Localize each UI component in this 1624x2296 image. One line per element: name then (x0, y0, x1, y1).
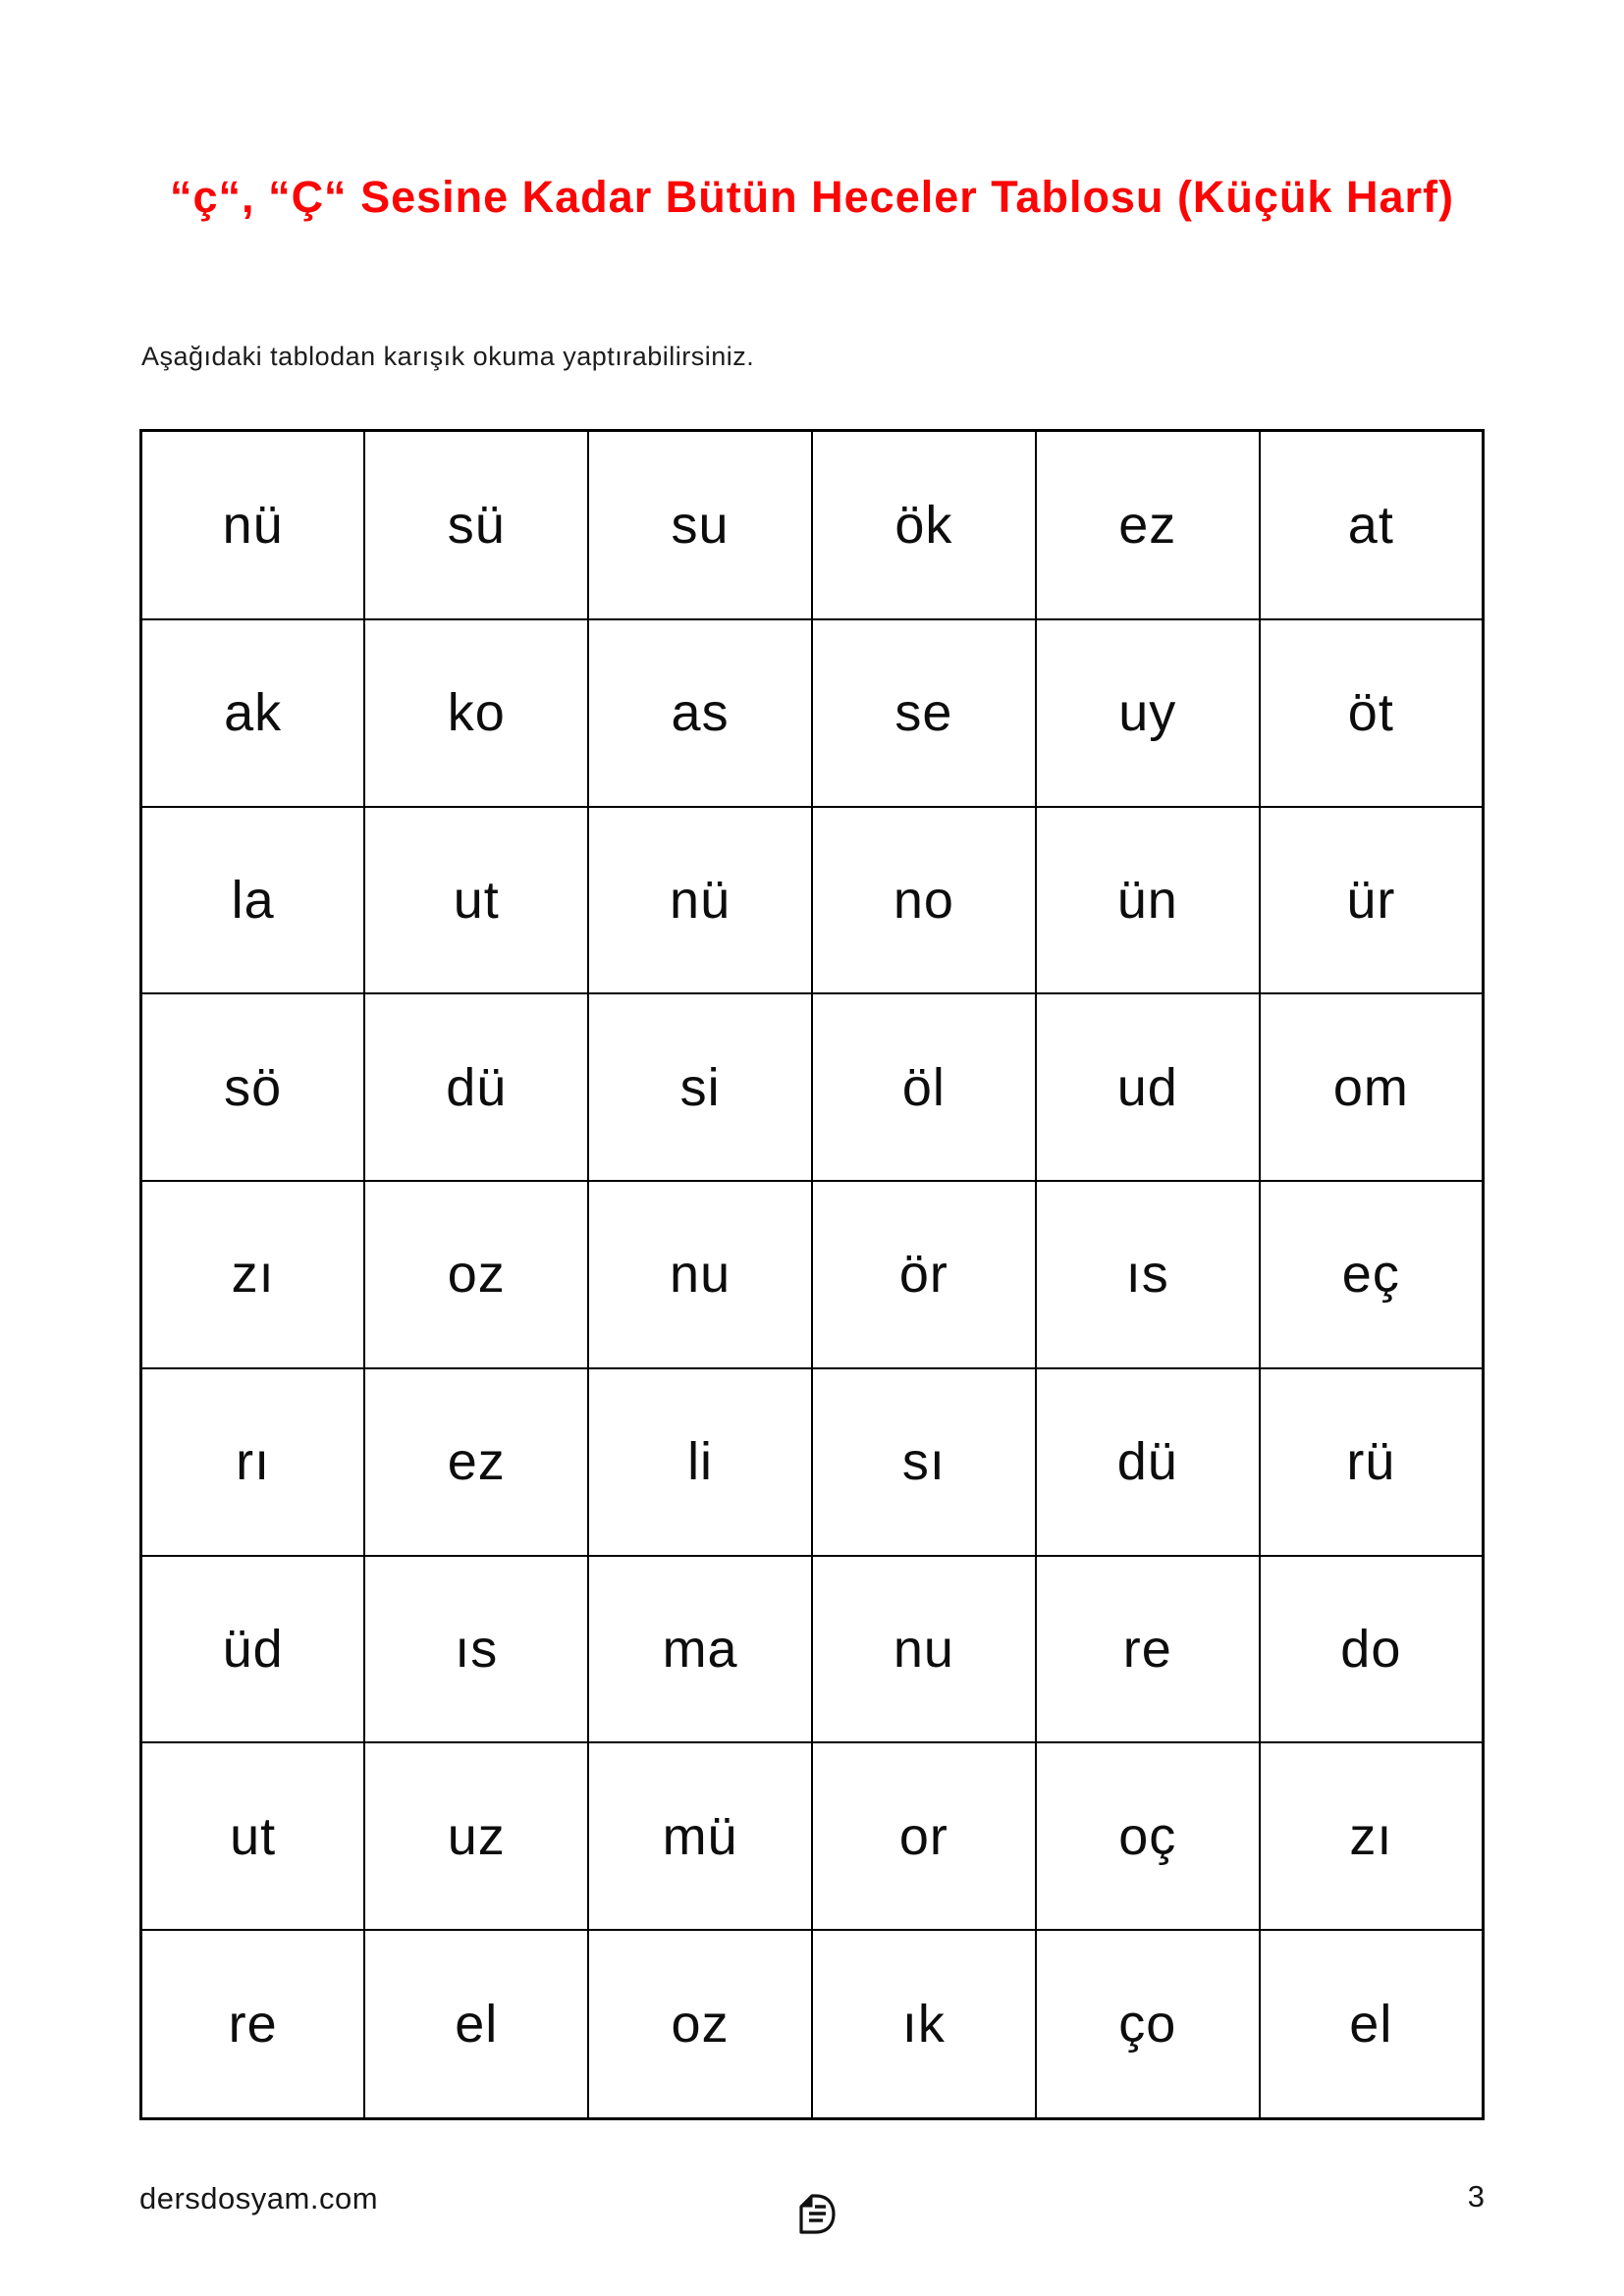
syllable-cell: do (1260, 1556, 1484, 1743)
syllable-cell: ıs (364, 1556, 588, 1743)
syllable-cell: öl (812, 993, 1036, 1181)
syllable-cell: dü (1036, 1368, 1260, 1556)
syllable-cell: ez (364, 1368, 588, 1556)
syllable-cell: ço (1036, 1930, 1260, 2118)
syllable-cell: ez (1036, 431, 1260, 619)
syllable-cell: as (588, 619, 812, 807)
syllable-cell: el (1260, 1930, 1484, 2118)
syllable-cell: öt (1260, 619, 1484, 807)
syllable-cell: ür (1260, 807, 1484, 994)
syllable-cell: ut (364, 807, 588, 994)
page-title: “ç“, “Ç“ Sesine Kadar Bütün Heceler Tablosu (Küçük Harf) (170, 172, 1454, 222)
syllable-cell: re (1036, 1556, 1260, 1743)
syllable-cell: oç (1036, 1742, 1260, 1930)
syllable-cell: zı (1260, 1742, 1484, 1930)
syllable-cell: rü (1260, 1368, 1484, 1556)
syllable-cell: se (812, 619, 1036, 807)
syllable-cell: uz (364, 1742, 588, 1930)
table-row (141, 1930, 1484, 2118)
syllable-cell: ıs (1036, 1181, 1260, 1368)
syllable-cell: oz (364, 1181, 588, 1368)
syllable-cell: re (141, 1930, 365, 2118)
syllable-cell: or (812, 1742, 1036, 1930)
syllable-cell: sü (364, 431, 588, 619)
table-row (141, 807, 1484, 994)
syllable-cell: su (588, 431, 812, 619)
syllable-cell: nu (812, 1556, 1036, 1743)
syllable-cell: li (588, 1368, 812, 1556)
syllable-cell: el (364, 1930, 588, 2118)
syllable-cell: ko (364, 619, 588, 807)
syllable-cell: uy (1036, 619, 1260, 807)
syllable-cell: sö (141, 993, 365, 1181)
syllable-cell: ün (1036, 807, 1260, 994)
syllable-cell: ör (812, 1181, 1036, 1368)
syllable-cell: ud (1036, 993, 1260, 1181)
table-row (141, 1368, 1484, 1556)
syllable-cell: nu (588, 1181, 812, 1368)
syllable-cell: ök (812, 431, 1036, 619)
syllable-cell: ak (141, 619, 365, 807)
syllable-cell: zı (141, 1181, 365, 1368)
syllable-cell: la (141, 807, 365, 994)
table-row (141, 1556, 1484, 1743)
syllable-table (139, 429, 1485, 2120)
table-row (141, 993, 1484, 1181)
table-row (141, 1742, 1484, 1930)
document-logo-icon (788, 2193, 836, 2236)
table-row (141, 1181, 1484, 1368)
syllable-cell: om (1260, 993, 1484, 1181)
syllable-cell: ık (812, 1930, 1036, 2118)
instruction-text: Aşağıdaki tablodan karışık okuma yaptırabilirsiniz. (141, 342, 755, 371)
footer-website: dersdosyam.com (139, 2181, 379, 2216)
page-number: 3 (1467, 2179, 1485, 2214)
syllable-cell: mü (588, 1742, 812, 1930)
syllable-cell: eç (1260, 1181, 1484, 1368)
syllable-cell: at (1260, 431, 1484, 619)
syllable-cell: dü (364, 993, 588, 1181)
syllable-cell: no (812, 807, 1036, 994)
syllable-cell: si (588, 993, 812, 1181)
syllable-cell: nü (588, 807, 812, 994)
table-row (141, 431, 1484, 619)
table-row (141, 619, 1484, 807)
syllable-cell: ut (141, 1742, 365, 1930)
syllable-cell: üd (141, 1556, 365, 1743)
syllable-cell: nü (141, 431, 365, 619)
syllable-cell: sı (812, 1368, 1036, 1556)
syllable-cell: oz (588, 1930, 812, 2118)
syllable-cell: rı (141, 1368, 365, 1556)
syllable-cell: ma (588, 1556, 812, 1743)
